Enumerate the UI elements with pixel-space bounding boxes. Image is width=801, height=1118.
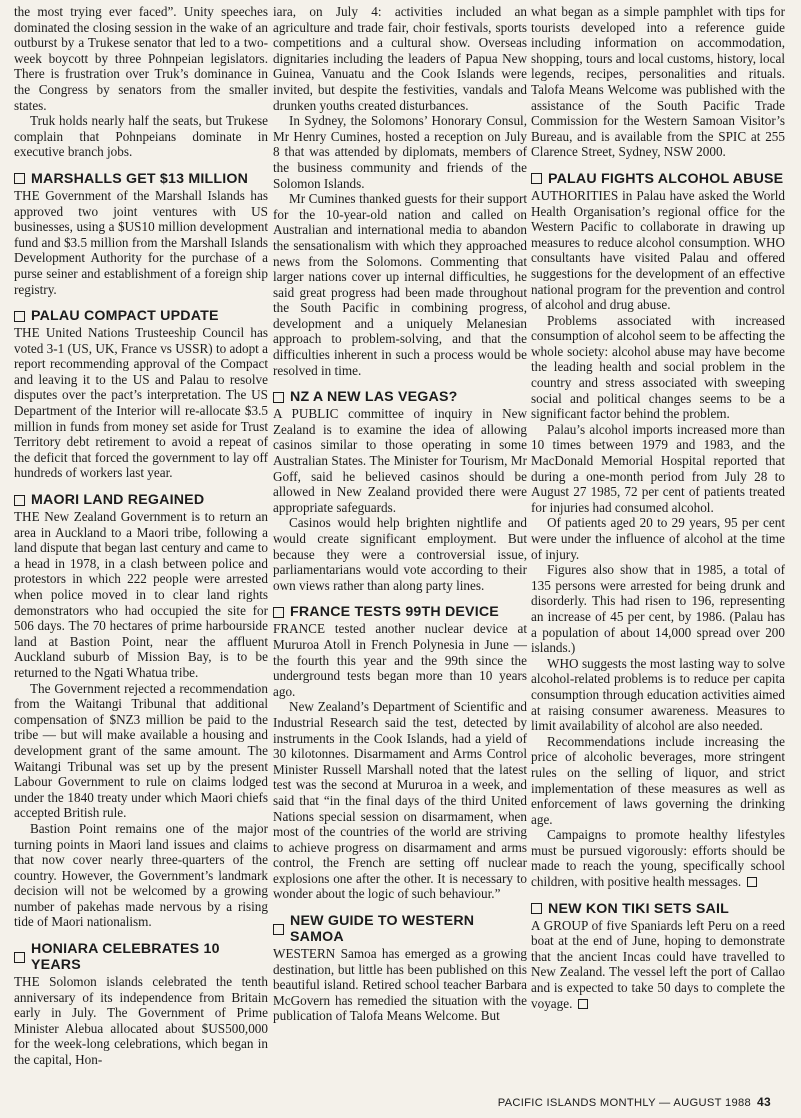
article-nz-las-vegas xyxy=(273,389,527,593)
article-heading xyxy=(273,389,527,405)
paragraph: Truk holds nearly half the seats, but Trukese complain that Pohnpeians dominate in executive branch jobs. xyxy=(14,113,268,160)
article-maori-land xyxy=(14,492,268,930)
paragraph: Mr Cumines thanked guests for their support for the 10-year-old nation and called on Australian and international media to abandon the sensationalism with which they approached news from the Solomons. Commenting that larger nations cover up internal difficulties, he said great progress had been made throughout the South Pacific in combining progress, development and a uniquely Melanesian approach to problem-solving, and that the difficulties inherent in such a process would be resolved in time. xyxy=(273,191,527,378)
paragraph: THE New Zealand Government is to return an area in Auckland to a Maori tribe, following a land dispute that began last century and came to a head in 1978, in a clash between police and protestors in which 222 people were arrested when police moved in to clear land rights demonstrators who had occupied the site for 506 days. The 70 hectares of prime harbourside land at Bastion Point, near the affluent Auckland suburb of Mission Bay, is to be returned to the Ngati Whatua tribe. xyxy=(14,509,268,680)
article-heading xyxy=(14,492,268,508)
square-bullet-icon xyxy=(14,495,25,506)
publication-line: PACIFIC ISLANDS MONTHLY — AUGUST 1988 xyxy=(497,1097,752,1109)
paragraph-with-end-mark xyxy=(531,918,785,1012)
square-bullet-icon xyxy=(14,952,25,963)
paragraph: A PUBLIC committee of inquiry in New Zealand is to examine the idea of allowing casinos similar to those operating in some Australian States. The Minister for Tourism, Mr Goff, said he believed casinos should be allowed in New Zealand provided there were appropriate safeguards. xyxy=(273,406,527,515)
paragraph: what began as a simple pamphlet with tips for tourists developed into a reference guide including information on accommodation, shopping, tours and local customs, history, local legends, recipes, personalities and rituals. Talofa Means Welcome was published with the assistance of the South Pacific Trade Commission for the Western Samoan Visitor’s Bureau, and is available from the SPIC at 255 Clarence Street, Sydney, NSW 2000. xyxy=(531,4,785,160)
heading-text: NEW GUIDE TO WESTERN SAMOA xyxy=(290,913,475,946)
paragraph: Bastion Point remains one of the major turning points in Maori land issues and claims that now cover nearly three-quarters of the country. However, the Government’s landmark decision will not be welcomed by a growing number of pakehas made nervous by a rising tide of Maori nationalism. xyxy=(14,820,268,930)
article-heading xyxy=(531,171,785,187)
end-of-article-icon xyxy=(747,877,757,887)
article-heading xyxy=(273,913,527,945)
article-palau-alcohol xyxy=(531,171,785,890)
heading-text: MARSHALLS GET $13 MILLION xyxy=(31,170,249,187)
paragraph: the most trying ever faced”. Unity speeches dominated the closing session in the wake of an outburst by a Trukese senator that led to a two-week boycott by three Pohnpeian legislators. There is frustration over Truk’s dominance in the Congress by senators from the smaller states. xyxy=(14,4,268,113)
paragraph-with-end-mark xyxy=(531,827,785,889)
paragraph: Casinos would help brighten nightlife and would create significant employment. But because they were a controversial issue, parliamentarians would vote according to their own views rather than along party lines. xyxy=(273,515,527,593)
paragraph-text: Campaigns to promote healthy lifestyles must be pursued vigorously: efforts should be made to reach the young, specifically school children, with positive health messages. xyxy=(531,827,785,890)
article-continued-truk xyxy=(14,4,268,160)
heading-text: HONIARA CELEBRATES 10 YEARS xyxy=(31,941,220,974)
paragraph: THE Solomon islands celebrated the tenth anniversary of its independence from Britain early in July. The Government of Prime Minister Alebua allocated about $US500,000 for the week-long celebrations, which began in the capital, Hon- xyxy=(14,974,268,1068)
column-2 xyxy=(273,4,527,1024)
page-number: 43 xyxy=(757,1095,771,1109)
paragraph: iara, on July 4: activities included an agriculture and trade fair, choir festivals, sports competitions and a cultural show. Overseas dignitaries including the leaders of Papua New Guinea, Vanuatu and the Cook Islands were invited, but despite the festivities, vandals and drunken youths created disturbances. xyxy=(273,4,527,113)
column-3 xyxy=(531,4,785,1011)
paragraph: Problems associated with increased consumption of alcohol seem to be affecting the whole society: alcohol abuse may have become the leading health and social problem in the country and stress associated with sweeping social and political changes seems to be a significant factor behind the problem. xyxy=(531,312,785,422)
paragraph: Of patients aged 20 to 29 years, 95 per cent were under the influence of alcohol at the time of injury. xyxy=(531,515,785,562)
square-bullet-icon xyxy=(273,607,284,618)
square-bullet-icon xyxy=(531,903,542,914)
square-bullet-icon xyxy=(14,311,25,322)
article-marshalls xyxy=(14,171,268,297)
article-heading xyxy=(14,941,268,973)
paragraph: Figures also show that in 1985, a total of 135 persons were arrested for being drunk and disorderly. This had risen to 196, representing an increase of 45 per cent, by 1986. (Palau has a population of about 14,000 spread over 200 islands.) xyxy=(531,562,785,656)
paragraph: WESTERN Samoa has emerged as a growing destination, but little has been published on this beautiful island. Retired school teacher Barbara McGovern has remedied the situation with the publication of Talofa Means Welcome. But xyxy=(273,946,527,1024)
article-continued-samoa xyxy=(531,4,785,160)
paragraph: The Government rejected a recommendation from the Waitangi Tribunal that additional compensation of $NZ3 million be paid to the tribe — but will make available a housing and development grant of the same amount. The Waitangi Tribunal was set up by the present Labour Government to rule on claims lodged under the 1840 treaty under which Maori chiefs accepted British rule. xyxy=(14,680,268,821)
heading-text: NEW KON TIKI SETS SAIL xyxy=(548,900,729,917)
article-heading xyxy=(14,308,268,324)
paragraph: FRANCE tested another nuclear device at Mururoa Atoll in French Polynesia in June — the fourth this year and the 99th since the underground tests began more than 10 years ago. xyxy=(273,621,527,699)
square-bullet-icon xyxy=(273,924,284,935)
article-honiara xyxy=(14,941,268,1068)
heading-text: NZ A NEW LAS VEGAS? xyxy=(290,389,458,406)
article-western-samoa xyxy=(273,913,527,1024)
article-kon-tiki xyxy=(531,901,785,1012)
paragraph: Recommendations include increasing the price of alcoholic beverages, more stringent rules on the selling of liquor, and strict implementation of these measures as well as enforcement of laws governing the drinking age. xyxy=(531,733,785,827)
paragraph-text: A GROUP of five Spaniards left Peru on a reed boat at the end of June, hoping to demonstrate that the ancient Incas could have travelled to New Zealand. The vessel left the port of Callao and is expected to take 50 days to complete the voyage. xyxy=(531,917,785,1011)
article-heading xyxy=(273,604,527,620)
heading-text: FRANCE TESTS 99TH DEVICE xyxy=(290,604,499,621)
article-palau-compact xyxy=(14,308,268,481)
heading-text: PALAU FIGHTS ALCOHOL ABUSE xyxy=(548,170,784,187)
heading-text: PALAU COMPACT UPDATE xyxy=(31,308,219,325)
page-footer xyxy=(498,1095,771,1109)
square-bullet-icon xyxy=(273,392,284,403)
heading-text: MAORI LAND REGAINED xyxy=(31,492,205,509)
paragraph: In Sydney, the Solomons’ Honorary Consul, Mr Henry Cumines, hosted a reception on July 8 that was attended by diplomats, members of the business community and friends of the Solomon Islands. xyxy=(273,113,527,191)
paragraph: AUTHORITIES in Palau have asked the World Health Organisation’s regional office for the Western Pacific to collaborate in drawing up measures to reduce alcohol consumption. WHO consultants have visited Palau and offered suggestions for the development of an effective national program for the prevention and control of alcohol and drug abuse. xyxy=(531,187,785,313)
paragraph: THE Government of the Marshall Islands has approved two joint ventures with US businesses, using a $US10 million development fund and $3.5 million from the Marshall Islands Development Authority for the purchase of a purse seiner and establishment of a foreign ship registry. xyxy=(14,187,268,297)
column-1 xyxy=(14,4,268,1068)
paragraph: New Zealand’s Department of Scientific and Industrial Research said the test, detected by instruments in the Cook Islands, had a yield of 30 kilotonnes. Disarmament and Arms Control Minister Russell Marshall noted that the latest test was the second at Mururoa in a week, and said that “in the final days of the third United Nations special session on disarmament, when most of the countries of the world are striving to achieve progress on disarmament and arms control, the French are setting off nuclear explosions one after the other. It is necessary to wonder about the logic of such behaviour.” xyxy=(273,699,527,902)
article-continued-honiara xyxy=(273,4,527,378)
article-heading xyxy=(14,171,268,187)
paragraph: THE United Nations Trusteeship Council has voted 3-1 (US, UK, France vs USSR) to adopt a report recommending approval of the Compact and leaving it to the US and Palau to resolve disputes over the pact’s interpretation. The US Department of the Interior will re-allocate $3.5 million in funds from money set aside for Trust Territory debt retirement to avoid a repeat of the deficit that forced the government to lay off hundreds of workers last year. xyxy=(14,325,268,481)
paragraph: WHO suggests the most lasting way to solve alcohol-related problems is to reduce per capita consumption through education activities aimed at raising consumer awareness. Measures to limit availability of alcohol are also needed. xyxy=(531,655,785,734)
article-heading xyxy=(531,901,785,917)
square-bullet-icon xyxy=(14,173,25,184)
article-france-tests xyxy=(273,604,527,902)
paragraph: Palau’s alcohol imports increased more than 10 times between 1979 and 1983, and the MacDonald Memorial Hospital reported that during a one-month period from July 28 to August 27 1985, 72 per cent of patients treated for injuries had consumed alcohol. xyxy=(531,421,785,515)
square-bullet-icon xyxy=(531,173,542,184)
end-of-article-icon xyxy=(578,999,588,1009)
